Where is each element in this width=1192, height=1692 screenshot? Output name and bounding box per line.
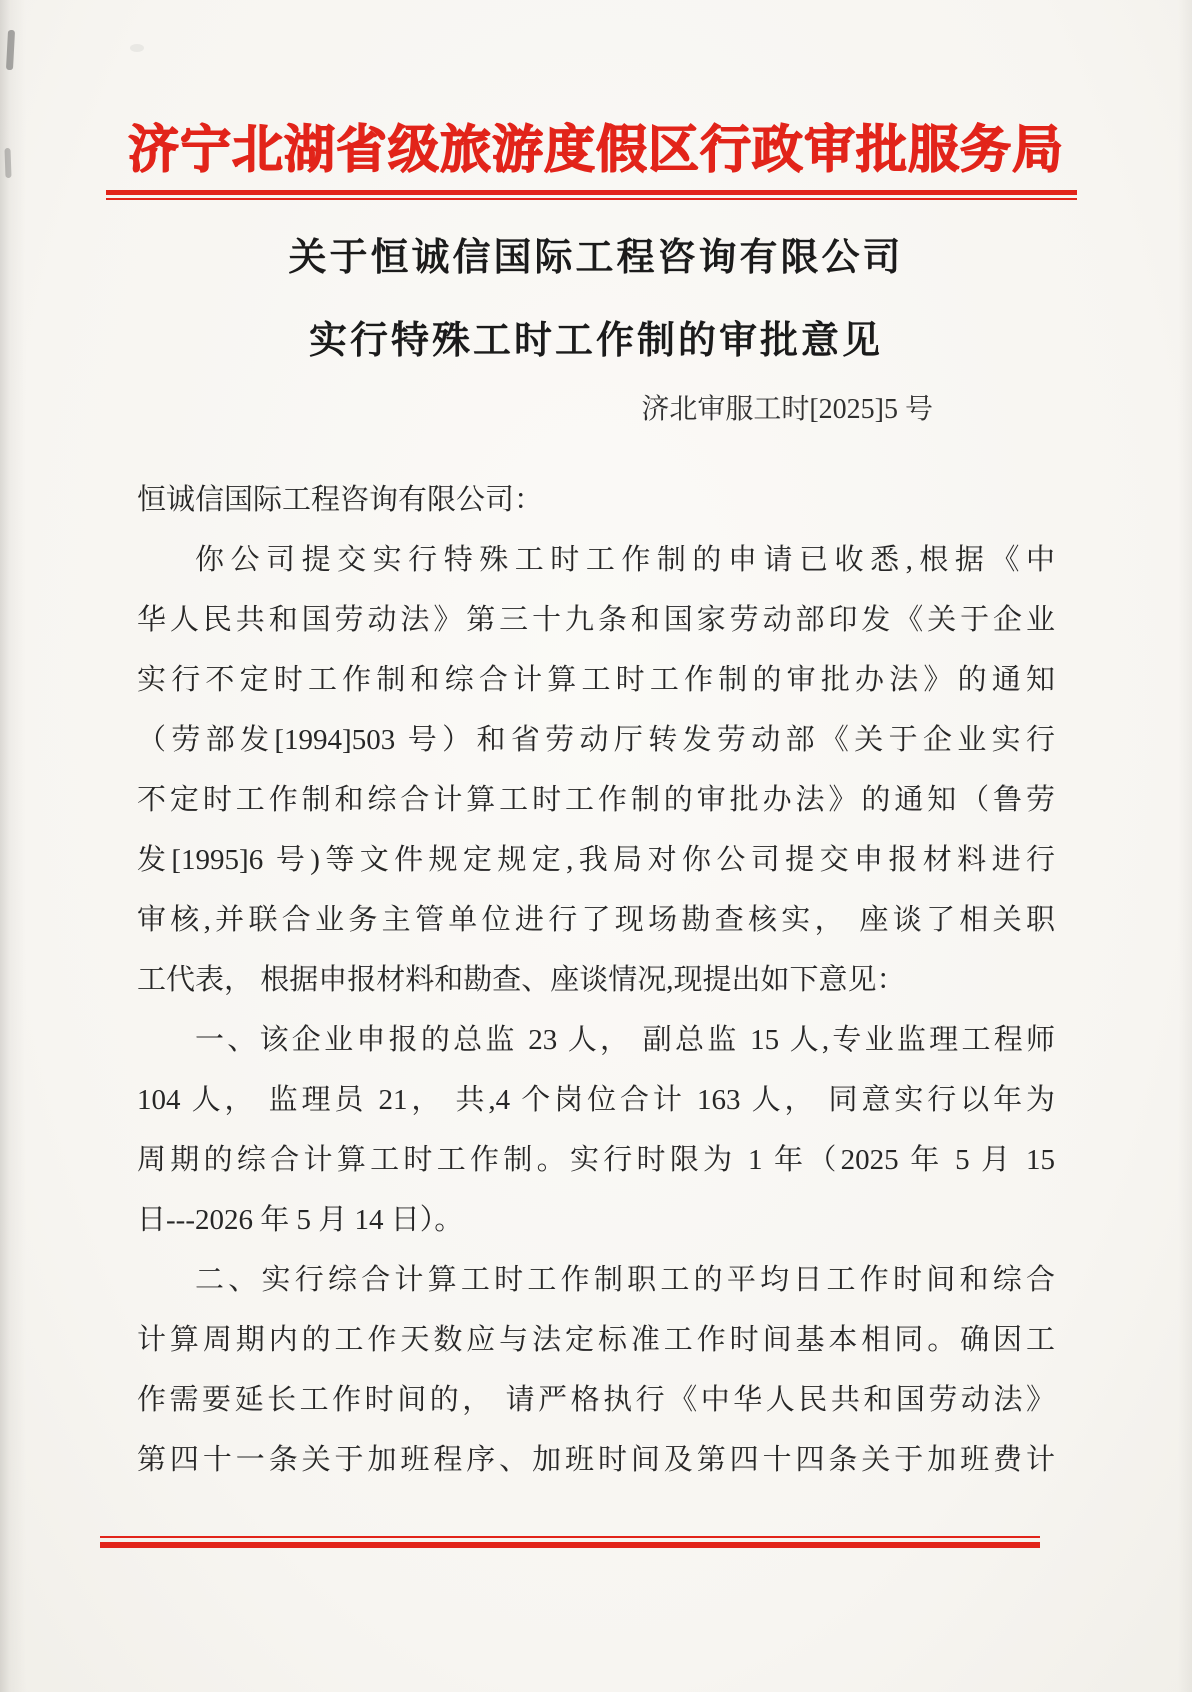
agency-name: 济宁北湖省级旅游度假区行政审批服务局 [127, 121, 1064, 178]
body-line: 计算周期内的工作天数应与法定标准工作时间基本相同。确因工 [137, 1324, 1055, 1356]
body-line: 二、实行综合计算工时工作制职工的平均日工作时间和综合 [195, 1264, 1055, 1296]
body-line: 审核,并联合业务主管单位进行了现场勘查核实， 座谈了相关职 [137, 904, 1055, 936]
body-line: 作需要延长工作时间的， 请严格执行《中华人民共和国劳动法》 [137, 1384, 1055, 1416]
body-line: （劳部发[1994]503 号）和省劳动厅转发劳动部《关于企业实行 [137, 724, 1055, 756]
footer-rule [100, 1536, 1040, 1548]
body-line: 一、该企业申报的总监 23 人， 副总监 15 人,专业监理工程师 [195, 1024, 1055, 1056]
body-line: 工代表， 根据申报材料和勘查、座谈情况,现提出如下意见： [137, 964, 906, 996]
title-line-1: 关于恒诚信国际工程咨询有限公司 [288, 237, 904, 279]
body-line: 周期的综合计算工时工作制。实行时限为 1 年（2025 年 5 月 15 [137, 1144, 1055, 1176]
document-number: 济北审服工时[2025]5 号 [641, 394, 933, 425]
header-rule-thin-line [106, 198, 1077, 200]
body-line: 第四十一条关于加班程序、加班时间及第四十四条关于加班费计 [137, 1444, 1055, 1476]
body-line: 你公司提交实行特殊工时工作制的申请已收悉,根据《中 [195, 544, 1055, 576]
document-title [0, 217, 1192, 383]
title-line-2: 实行特殊工时工作制的审批意见 [308, 320, 883, 362]
footer-rule-thin-line [100, 1536, 1040, 1538]
salutation: 恒诚信国际工程咨询有限公司： [137, 484, 544, 516]
body-line: 不定时工作制和综合计算工时工作制的审批办法》的通知（鲁劳 [137, 784, 1055, 816]
document-body [137, 470, 1055, 1490]
smudge-mark [130, 44, 144, 52]
body-line: 实行不定时工作制和综合计算工时工作制的审批办法》的通知 [137, 664, 1055, 696]
body-line: 华人民共和国劳动法》第三十九条和国家劳动部印发《关于企业 [137, 604, 1055, 636]
binding-mark [6, 30, 15, 70]
body-line: 104 人， 监理员 21， 共,4 个岗位合计 163 人， 同意实行以年为 [137, 1084, 1055, 1116]
body-line: 日---2026 年 5 月 14 日）。 [137, 1204, 464, 1236]
body-line: 发[1995]6 号)等文件规定规定,我局对你公司提交申报材料进行 [137, 844, 1055, 876]
header-rule [106, 190, 1077, 200]
header-rule-thick-line [106, 190, 1077, 195]
footer-rule-thick-line [100, 1542, 1040, 1548]
